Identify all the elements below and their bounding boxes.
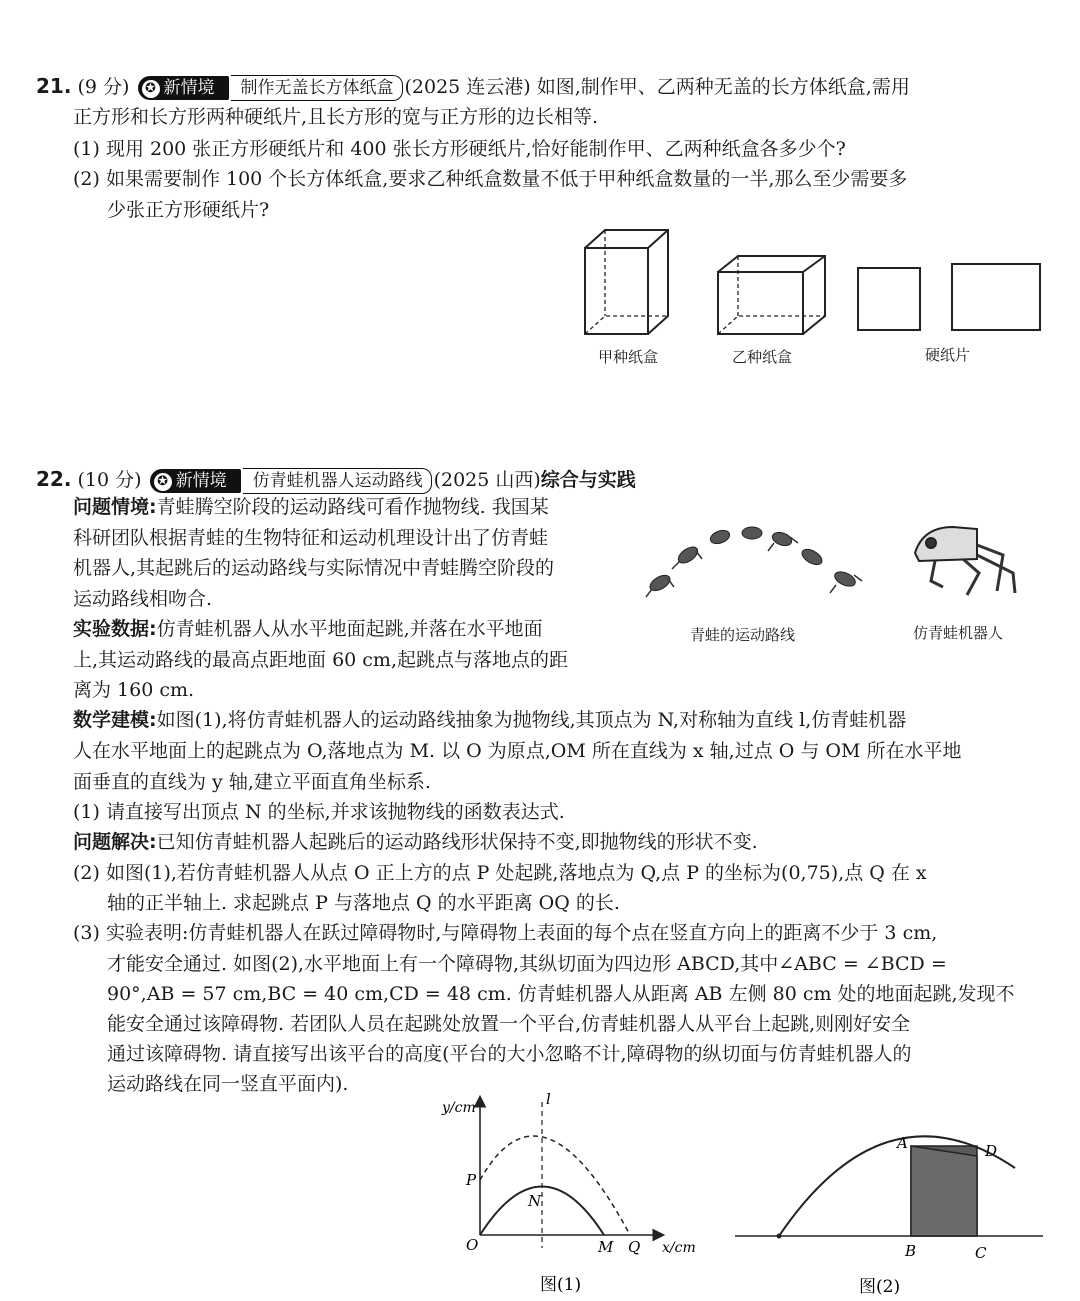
fig2-B-label: B: [905, 1242, 917, 1260]
fig1-x-label: x/cm: [662, 1240, 696, 1256]
solve-label: 问题解决:: [73, 831, 157, 853]
rect-card: [952, 264, 1040, 330]
q21-badge-label: 新情境: [163, 78, 215, 98]
q21-part1: (1) 现用 200 张正方形硬纸片和 400 张长方形硬纸片,恰好能制作甲、乙两种纸盒各多少个?: [73, 138, 846, 160]
q21-caption-cards: 硬纸片: [925, 346, 971, 364]
data-text: 仿青蛙机器人从水平地面起跳,并落在水平地面: [156, 618, 543, 640]
q22-part2b: 轴的正半轴上. 求起跳点 P 与落地点 Q 的水平距离 OQ 的长.: [107, 892, 620, 914]
q22-situation-2: 科研团队根据青蛙的生物特征和运动机理设计出了仿青蛙: [73, 527, 549, 549]
q21-tag: 制作无盖长方体纸盒: [231, 75, 403, 101]
star-icon: ✪: [142, 80, 160, 98]
q21-line2: 正方形和长方形两种硬纸片,且长方形的宽与正方形的边长相等.: [73, 106, 599, 128]
q22-part3f: 运动路线在同一竖直平面内).: [107, 1073, 349, 1095]
jump-point: [777, 1234, 782, 1239]
q21-figures: [560, 220, 1060, 345]
fig1-M-label: M: [598, 1238, 614, 1256]
q22-model-2: 人在水平地面上的起跳点为 O,落地点为 M. 以 O 为原点,OM 所在直线为 x 轴,过点 O 与 OM 所在水平地: [73, 740, 962, 762]
q22-source: (2025 山西): [433, 469, 541, 491]
q21-caption-box-a: 甲种纸盒: [598, 348, 659, 366]
box-b-figure: [718, 256, 825, 334]
q22-tag: 仿青蛙机器人运动路线: [243, 468, 432, 494]
q22-solve-1: [73, 831, 758, 853]
q22-part3d: 能安全通过该障碍物. 若团队人员在起跳处放置一个平台,仿青蛙机器人从平台上起跳,则刚好安全: [107, 1013, 911, 1035]
fig2-D-label: D: [985, 1142, 998, 1160]
fig1-O-label: O: [466, 1236, 479, 1254]
fig1-caption: 图(1): [540, 1275, 582, 1295]
figure-2: [735, 1120, 1055, 1300]
fig1-N-label: N: [528, 1192, 542, 1210]
square-card: [858, 268, 920, 330]
data-label: 实验数据:: [73, 618, 157, 640]
q21-score: (9 分): [77, 76, 130, 98]
q22-data-2: 上,其运动路线的最高点距地面 60 cm,起跳点与落地点的距: [73, 649, 568, 671]
fig1-y-label: y/cm: [442, 1100, 476, 1116]
q21-intro: (2025 连云港) 如图,制作甲、乙两种无盖的长方体纸盒,需用: [404, 76, 910, 98]
q21-badge: [138, 76, 229, 100]
q21-caption-box-b: 乙种纸盒: [732, 348, 793, 366]
q22-part3a: (3) 实验表明:仿青蛙机器人在跃过障碍物时,与障碍物上表面的每个点在竖直方向上的距离不少于 3 cm,: [73, 922, 938, 944]
q22-situation-3: 机器人,其起跳后的运动路线与实际情况中青蛙腾空阶段的: [73, 557, 555, 579]
situation-label: 问题情境:: [73, 496, 157, 518]
fig2-C-label: C: [975, 1244, 987, 1262]
q22-score: (10 分): [77, 469, 142, 491]
q22-badge: [150, 469, 241, 493]
frog-path-illustration: [640, 515, 880, 605]
caption-frog-path: 青蛙的运动路线: [690, 626, 796, 644]
parabola-dashed: [480, 1136, 630, 1235]
q21-title-line: [36, 75, 910, 101]
q22-part3b: 才能安全通过. 如图(2),水平地面上有一个障碍物,其纵切面为四边形 ABCD,其中∠ABC = ∠BCD =: [107, 953, 947, 975]
q22-data-1: [73, 618, 543, 640]
q22-part3c: 90°,AB = 57 cm,BC = 40 cm,CD = 48 cm. 仿青蛙机器人从距离 AB 左侧 80 cm 处的地面起跳,发现不: [107, 983, 1015, 1005]
model-label: 数学建模:: [73, 709, 157, 731]
q22-badge-label: 新情境: [175, 471, 227, 491]
q22-part1: (1) 请直接写出顶点 N 的坐标,并求该抛物线的函数表达式.: [73, 801, 565, 823]
q22-model-3: 面垂直的直线为 y 轴,建立平面直角坐标系.: [73, 771, 431, 793]
fig1-l-label: l: [546, 1090, 551, 1108]
q22-model-1: [73, 709, 906, 731]
q22-number: 22.: [36, 467, 72, 491]
caption-robot: 仿青蛙机器人: [913, 624, 1004, 642]
robot-illustration: [905, 515, 1025, 610]
fig1-Q-label: Q: [628, 1238, 641, 1256]
q22-part3e: 通过该障碍物. 请直接写出该平台的高度(平台的大小忽略不计,障碍物的纵切面与仿青蛙机器人的: [107, 1043, 912, 1065]
star-icon: ✪: [154, 473, 172, 491]
q22-situation-4: 运动路线相吻合.: [73, 588, 213, 610]
model-text: 如图(1),将仿青蛙机器人的运动路线抽象为抛物线,其顶点为 N,对称轴为直线 l,仿青蛙机器: [156, 709, 907, 731]
box-a-figure: [585, 230, 668, 334]
fig1-P-label: P: [466, 1171, 477, 1189]
q21-part2b: 少张正方形硬纸片?: [107, 199, 270, 221]
cards-figure: [858, 264, 1040, 330]
q21-part2a: (2) 如果需要制作 100 个长方体纸盒,要求乙种纸盒数量不低于甲种纸盒数量的一半,那么至少需要多: [73, 168, 908, 190]
fig2-A-label: A: [897, 1134, 908, 1152]
fig2-caption: 图(2): [859, 1277, 901, 1297]
figure-1: [430, 1090, 720, 1300]
situation-text: 青蛙腾空阶段的运动路线可看作抛物线. 我国某: [156, 496, 549, 518]
q22-part2a: (2) 如图(1),若仿青蛙机器人从点 O 正上方的点 P 处起跳,落地点为 Q,点 P 的坐标为(0,75),点 Q 在 x: [73, 862, 927, 884]
q22-title-line: [36, 468, 636, 494]
q21-number: 21.: [36, 74, 72, 98]
q22-category: 综合与实践: [540, 469, 636, 491]
solve-text: 已知仿青蛙机器人起跳后的运动路线形状保持不变,即抛物线的形状不变.: [156, 831, 758, 853]
q22-situation-1: [73, 496, 549, 518]
q22-data-3: 离为 160 cm.: [73, 679, 195, 701]
